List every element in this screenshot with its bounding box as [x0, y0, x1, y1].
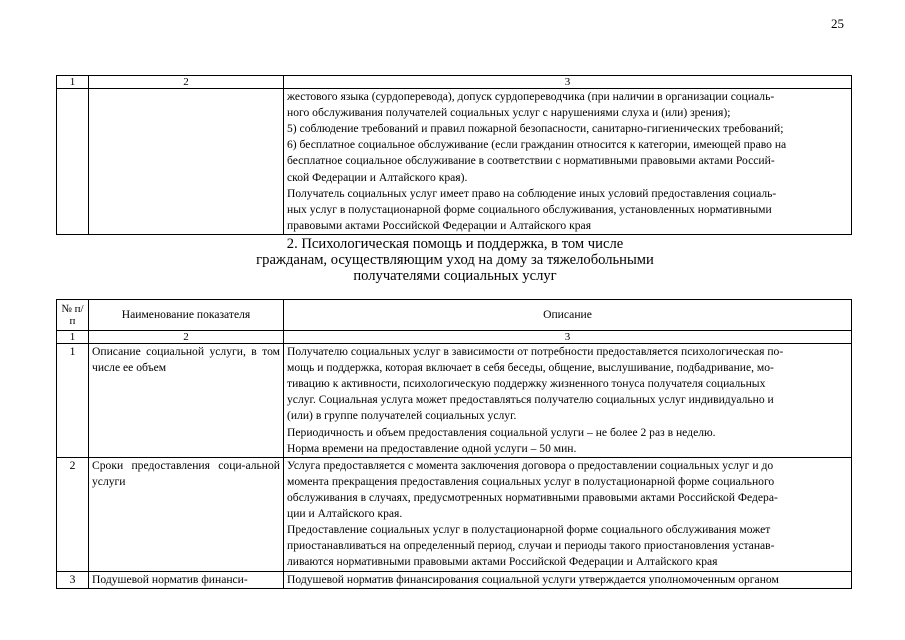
header-row [57, 300, 852, 331]
text-line: Периодичность и объем предоставления социальной услуги – не более 2 раз в неделю. [287, 425, 716, 439]
text-line: Предоставление социальных услуг в полустационарной форме социального обслуживания может [287, 523, 771, 537]
text-line: ской Федерации и Алтайского края). [287, 170, 468, 184]
text-line: Получателю социальных услуг в зависимости от потребности предоставляется психологическая по- [287, 345, 784, 358]
col-num-2: 2 [89, 331, 284, 344]
text-line: обслуживания в случаях, предусмотренных нормативными правовыми актами Российской Федера- [287, 490, 778, 504]
heading-line: получателями социальных услуг [353, 268, 557, 284]
text-line: ции и Алтайского края. [287, 507, 403, 521]
text-line: момента прекращения предоставления социальных услуг в полустационарной форме социального [287, 474, 775, 488]
text-line: (или) в группе получателей социальных услуг. [287, 409, 517, 423]
col-num-2: 2 [89, 76, 284, 89]
row-description [284, 457, 852, 571]
text-line: Норма времени на предоставление одной услуги – 50 мин. [287, 441, 577, 455]
section-heading [160, 236, 750, 284]
heading-line: гражданам, осуществляющим уход на дому за тяжелобольными [256, 252, 654, 268]
text-line: ных услуг в полустационарной форме социального обслуживания, установленных нормативными [287, 202, 772, 216]
services-table [56, 299, 852, 589]
row-number: 3 [57, 571, 89, 588]
col-num-1: 1 [57, 76, 89, 89]
text-line: ного обслуживания получателей социальных услуг с нарушениями слуха и (или) зрения); [287, 106, 731, 120]
row-number: 2 [57, 457, 89, 571]
continued-table [56, 75, 852, 235]
continued-description [284, 89, 852, 235]
text-line: тивацию к активности, психологическую поддержку жизненного тонуса получателя социальных [287, 377, 766, 391]
header-num: № п/п [57, 300, 89, 331]
text-line: бесплатное социальное обслуживание в соответствии с нормативными правовыми актами Россий- [287, 154, 775, 168]
row-name: Описание социальной услуги, в том числе ее объем [89, 344, 284, 458]
col-num-1: 1 [57, 331, 89, 344]
text-line: услуг. Социальная услуга может предоставляться получателю социальных услуг индивидуально и [287, 393, 774, 407]
page-number: 25 [831, 16, 844, 31]
table-row [57, 89, 852, 235]
row-name: Сроки предоставления соци-альной услуги [89, 457, 284, 571]
column-number-row [57, 331, 852, 344]
heading-line: 2. Психологическая помощь и поддержка, в том числе [286, 236, 624, 252]
col-num-3: 3 [284, 331, 852, 344]
text-line: мощь и поддержка, которая включает в себя беседы, общение, выслушивание, подбадривание, мо- [287, 361, 774, 375]
text-line: правовыми актами Российской Федерации и Алтайского края [287, 218, 592, 232]
text-line: Получатель социальных услуг имеет право на соблюдение иных условий предоставления социаль- [287, 186, 777, 200]
text-line: 5) соблюдение требований и правил пожарной безопасности, санитарно-гигиенических требований; [287, 122, 784, 136]
table-row [57, 344, 852, 458]
text-line: ливаются нормативными правовыми актами Российской Федерации и Алтайского края [287, 555, 718, 569]
row-number: 1 [57, 344, 89, 458]
text-line: жестового языка (сурдоперевода), допуск сурдопереводчика (при наличии в организации социаль- [287, 90, 775, 103]
table-row [57, 457, 852, 571]
text-line: Услуга предоставляется с момента заключения договора о предоставлении социальных услуг и до [287, 458, 774, 472]
header-name: Наименование показателя [89, 300, 284, 331]
row-description [284, 571, 852, 588]
text-line: Подушевой норматив финансирования социальной услуги утверждается уполномоченным органом [287, 572, 779, 586]
col-num-3: 3 [284, 76, 852, 89]
text-line: 6) бесплатное социальное обслуживание (если гражданин относится к категории, имеющей право на [287, 138, 787, 152]
header-description: Описание [284, 300, 852, 331]
column-number-row [57, 76, 852, 89]
table-row [57, 571, 852, 588]
row-description [284, 344, 852, 458]
row-name: Подушевой норматив финанси- [89, 571, 284, 588]
text-line: приостанавливаться на определенный период, случаи и периоды такого приостановления устанав- [287, 539, 775, 553]
